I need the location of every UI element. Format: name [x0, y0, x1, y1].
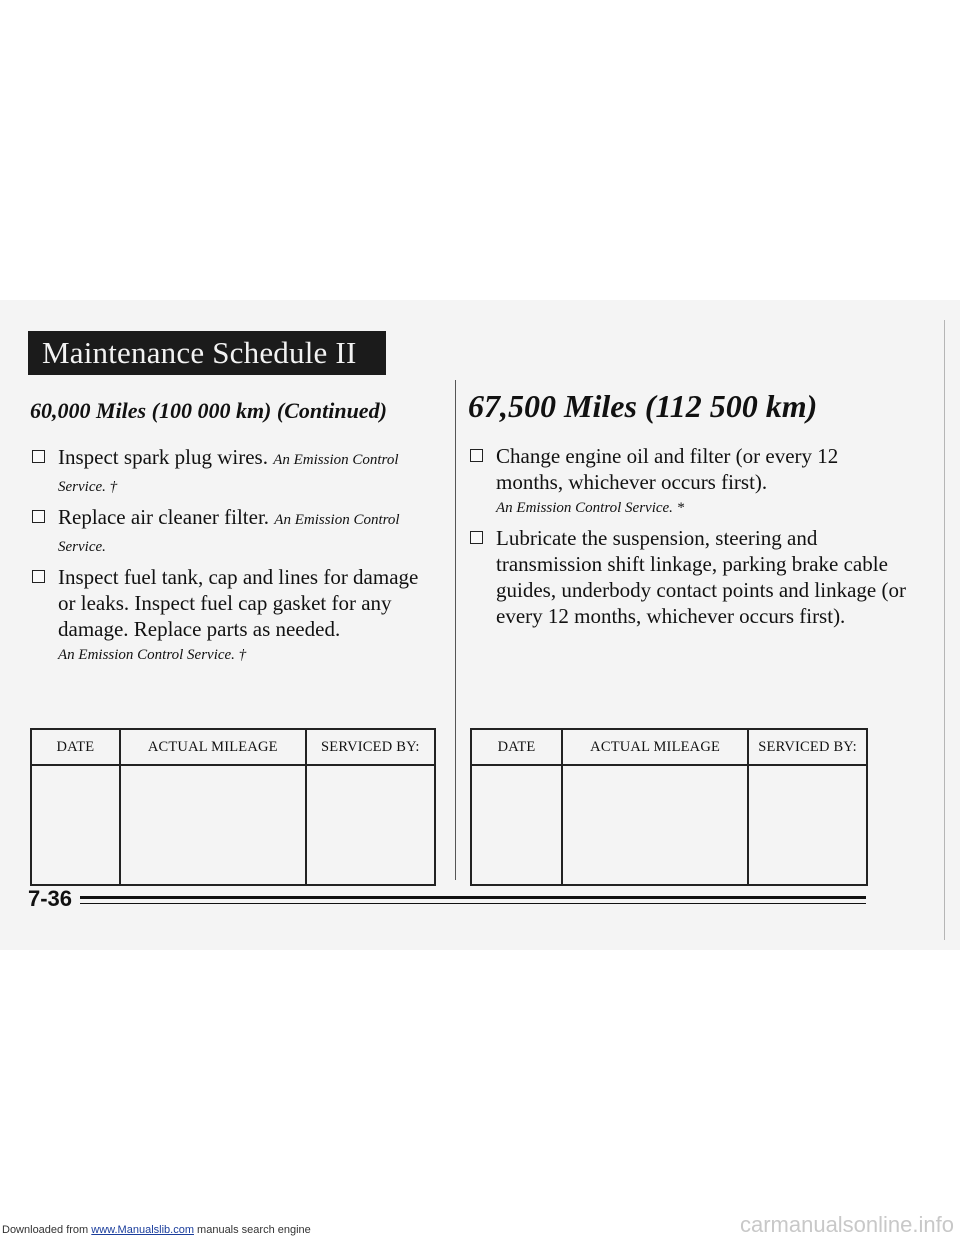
checkbox[interactable] — [470, 531, 483, 544]
checklist-item — [468, 443, 908, 519]
date-header: DATE — [31, 729, 120, 765]
date-cell[interactable] — [471, 765, 562, 885]
item-text: Change engine oil and filter (or every 12 months, whichever occurs first). — [496, 444, 839, 494]
mileage-cell[interactable] — [562, 765, 748, 885]
manualslib-link[interactable]: www.Manualslib.com — [91, 1224, 194, 1236]
watermark-brand: carmanualsonline.info — [739, 1212, 954, 1237]
service-record-table — [30, 728, 436, 886]
item-text: Lubricate the suspension, steering and transmission shift linkage, parking brake cable guides, underbody contact points and linkage (or every 12 months, whichever occurs first). — [496, 526, 906, 628]
checklist-item — [30, 564, 440, 666]
mileage-header: ACTUAL MILEAGE — [562, 729, 748, 765]
serviced-by-cell[interactable] — [748, 765, 867, 885]
emission-note: An Emission Control Service. † — [58, 452, 399, 495]
item-text: Inspect spark plug wires. — [58, 445, 268, 469]
left-section-title: 60,000 Miles (100 000 km) (Continued) — [30, 398, 387, 423]
item-text: Replace air cleaner filter. — [58, 505, 270, 529]
mileage-header: ACTUAL MILEAGE — [120, 729, 306, 765]
footer-rule-thin — [80, 903, 866, 904]
emission-note: An Emission Control Service. * — [496, 500, 685, 516]
emission-note: An Emission Control Service. † — [58, 647, 247, 663]
download-source-footer — [2, 1224, 311, 1236]
item-text: Inspect fuel tank, cap and lines for damage or leaks. Inspect fuel cap gasket for any damage. Replace parts as needed. — [58, 565, 419, 641]
mileage-cell[interactable] — [120, 765, 306, 885]
right-column — [468, 388, 908, 635]
footer-suffix: manuals search engine — [197, 1224, 311, 1236]
checklist-item — [468, 525, 908, 629]
section-banner: Maintenance Schedule II — [28, 331, 386, 375]
left-column — [30, 398, 440, 672]
column-divider — [455, 380, 456, 880]
footer-prefix: Downloaded from — [2, 1224, 89, 1236]
checklist-item — [30, 444, 440, 498]
footer-rule — [80, 896, 866, 899]
right-section-title: 67,500 Miles (112 500 km) — [468, 388, 818, 424]
checkbox[interactable] — [32, 570, 45, 583]
checkbox[interactable] — [470, 449, 483, 462]
page-edge-line — [944, 320, 945, 940]
checklist-item — [30, 504, 440, 558]
serviced-by-header: SERVICED BY: — [306, 729, 435, 765]
checkbox[interactable] — [32, 450, 45, 463]
serviced-by-header: SERVICED BY: — [748, 729, 867, 765]
date-cell[interactable] — [31, 765, 120, 885]
date-header: DATE — [471, 729, 562, 765]
serviced-by-cell[interactable] — [306, 765, 435, 885]
service-record-table — [470, 728, 868, 886]
emission-note: An Emission Control Service. — [58, 512, 400, 555]
page-number: 7-36 — [28, 886, 73, 911]
checkbox[interactable] — [32, 510, 45, 523]
